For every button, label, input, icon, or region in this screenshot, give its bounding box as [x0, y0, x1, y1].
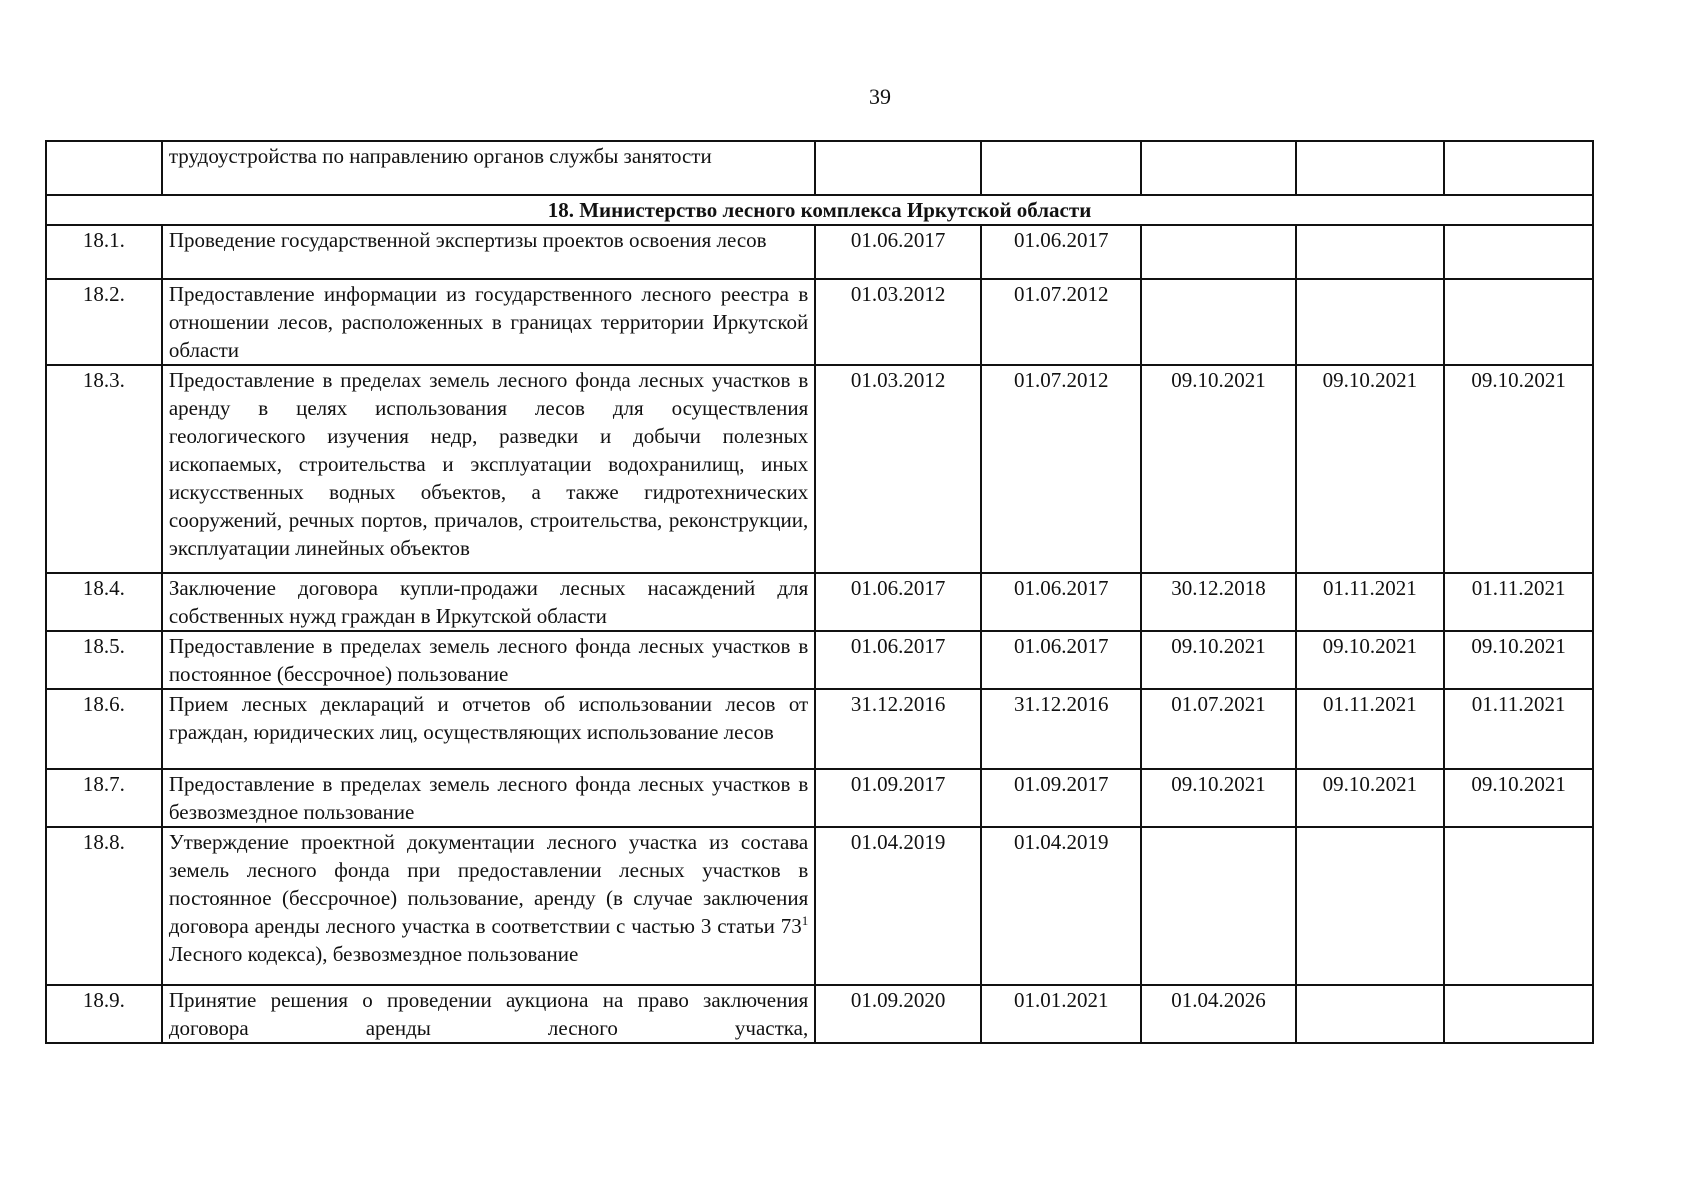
date-cell: 09.10.2021	[1296, 631, 1445, 689]
date-cell: 01.07.2012	[981, 279, 1141, 365]
service-name-text: Утверждение проектной документации лесного участка из состава земель лесного фонда при предоставлении лесных участков в постоянное (бессрочное) пользование, аренду (в случае заключения договора аренды лесного участка в соответствии с частью 3 статьи 73	[168, 830, 809, 938]
date-cell: 31.12.2016	[815, 689, 981, 769]
service-name-cell: Предоставление в пределах земель лесного фонда лесных участков в постоянное (бессрочное) пользование	[162, 631, 815, 689]
date-cell	[1141, 827, 1295, 985]
table-row	[46, 631, 1593, 689]
date-cell	[1141, 279, 1295, 365]
date-cell: 09.10.2021	[1444, 769, 1593, 827]
date-cell: 01.11.2021	[1444, 573, 1593, 631]
date-cell	[1296, 279, 1445, 365]
date-cell: 01.06.2017	[815, 573, 981, 631]
date-cell: 09.10.2021	[1444, 631, 1593, 689]
row-number-cell: 18.2.	[46, 279, 162, 365]
table-row	[46, 985, 1593, 1043]
row-number-cell: 18.3.	[46, 365, 162, 573]
date-cell: 09.10.2021	[1444, 365, 1593, 573]
date-cell	[1296, 827, 1445, 985]
row-number-cell: 18.8.	[46, 827, 162, 985]
date-cell: 01.04.2019	[815, 827, 981, 985]
table-row	[46, 827, 1593, 985]
page-number: 39	[869, 84, 891, 109]
service-name-cell: Предоставление информации из государственного лесного реестра в отношении лесов, расположенных в границах территории Иркутской области	[162, 279, 815, 365]
table-row	[46, 279, 1593, 365]
table-row	[46, 365, 1593, 573]
date-cell: 09.10.2021	[1296, 365, 1445, 573]
date-cell	[815, 141, 981, 195]
service-name-cell: Предоставление в пределах земель лесного фонда лесных участков в безвозмездное пользование	[162, 769, 815, 827]
section-title: 18. Министерство лесного комплекса Иркутской области	[46, 195, 1593, 225]
date-cell: 30.12.2018	[1141, 573, 1295, 631]
date-cell: 01.09.2017	[981, 769, 1141, 827]
row-number-cell	[46, 141, 162, 195]
date-cell: 01.06.2017	[981, 573, 1141, 631]
row-number-cell: 18.4.	[46, 573, 162, 631]
table-row	[46, 225, 1593, 279]
service-name-text: Лесного кодекса), безвозмездное пользование	[168, 942, 579, 966]
date-cell	[981, 141, 1141, 195]
service-name-cell: Прием лесных деклараций и отчетов об использовании лесов от граждан, юридических лиц, осуществляющих использование лесов	[162, 689, 815, 769]
date-cell: 01.09.2017	[815, 769, 981, 827]
date-cell	[1141, 141, 1295, 195]
table-row	[46, 769, 1593, 827]
date-cell	[1444, 225, 1593, 279]
date-cell	[1444, 279, 1593, 365]
service-name-cell: Принятие решения о проведении аукциона на право заключения договора аренды лесного участка,	[162, 985, 815, 1043]
service-name-cell: трудоустройства по направлению органов службы занятости	[162, 141, 815, 195]
section-header-row	[46, 195, 1593, 225]
date-cell: 09.10.2021	[1141, 365, 1295, 573]
date-cell	[1444, 141, 1593, 195]
date-cell: 01.06.2017	[815, 225, 981, 279]
service-name-cell: Проведение государственной экспертизы проектов освоения лесов	[162, 225, 815, 279]
date-cell	[1444, 827, 1593, 985]
table-row-carryover	[46, 141, 1593, 195]
service-name-cell: Заключение договора купли-продажи лесных насаждений для собственных нужд граждан в Иркутской области	[162, 573, 815, 631]
date-cell: 09.10.2021	[1141, 769, 1295, 827]
table-row	[46, 573, 1593, 631]
row-number-cell: 18.5.	[46, 631, 162, 689]
date-cell: 01.11.2021	[1296, 573, 1445, 631]
date-cell	[1296, 141, 1445, 195]
date-cell: 01.06.2017	[981, 225, 1141, 279]
date-cell: 01.04.2026	[1141, 985, 1295, 1043]
date-cell: 09.10.2021	[1296, 769, 1445, 827]
date-cell: 01.07.2012	[981, 365, 1141, 573]
services-table	[45, 140, 1594, 1044]
service-name-cell: Предоставление в пределах земель лесного фонда лесных участков в аренду в целях использования лесов для осуществления геологического изучения недр, разведки и добычи полезных ископаемых, строительства и эксплуатации водохранилищ, иных искусственных водных объектов, а также гидротехнических сооружений, речных портов, причалов, строительства, реконструкции, эксплуатации линейных объектов	[162, 365, 815, 573]
date-cell: 01.01.2021	[981, 985, 1141, 1043]
date-cell	[1141, 225, 1295, 279]
date-cell: 01.03.2012	[815, 365, 981, 573]
date-cell: 01.06.2017	[981, 631, 1141, 689]
row-number-cell: 18.1.	[46, 225, 162, 279]
date-cell	[1296, 985, 1445, 1043]
date-cell: 09.10.2021	[1141, 631, 1295, 689]
superscript-mark: 1	[801, 913, 809, 928]
row-number-cell: 18.7.	[46, 769, 162, 827]
date-cell: 01.09.2020	[815, 985, 981, 1043]
date-cell: 01.04.2019	[981, 827, 1141, 985]
date-cell: 01.07.2021	[1141, 689, 1295, 769]
date-cell: 01.11.2021	[1296, 689, 1445, 769]
row-number-cell: 18.6.	[46, 689, 162, 769]
date-cell: 01.11.2021	[1444, 689, 1593, 769]
service-name-cell	[162, 827, 815, 985]
date-cell: 31.12.2016	[981, 689, 1141, 769]
date-cell: 01.03.2012	[815, 279, 981, 365]
table-row	[46, 689, 1593, 769]
row-number-cell: 18.9.	[46, 985, 162, 1043]
date-cell	[1444, 985, 1593, 1043]
date-cell	[1296, 225, 1445, 279]
date-cell: 01.06.2017	[815, 631, 981, 689]
